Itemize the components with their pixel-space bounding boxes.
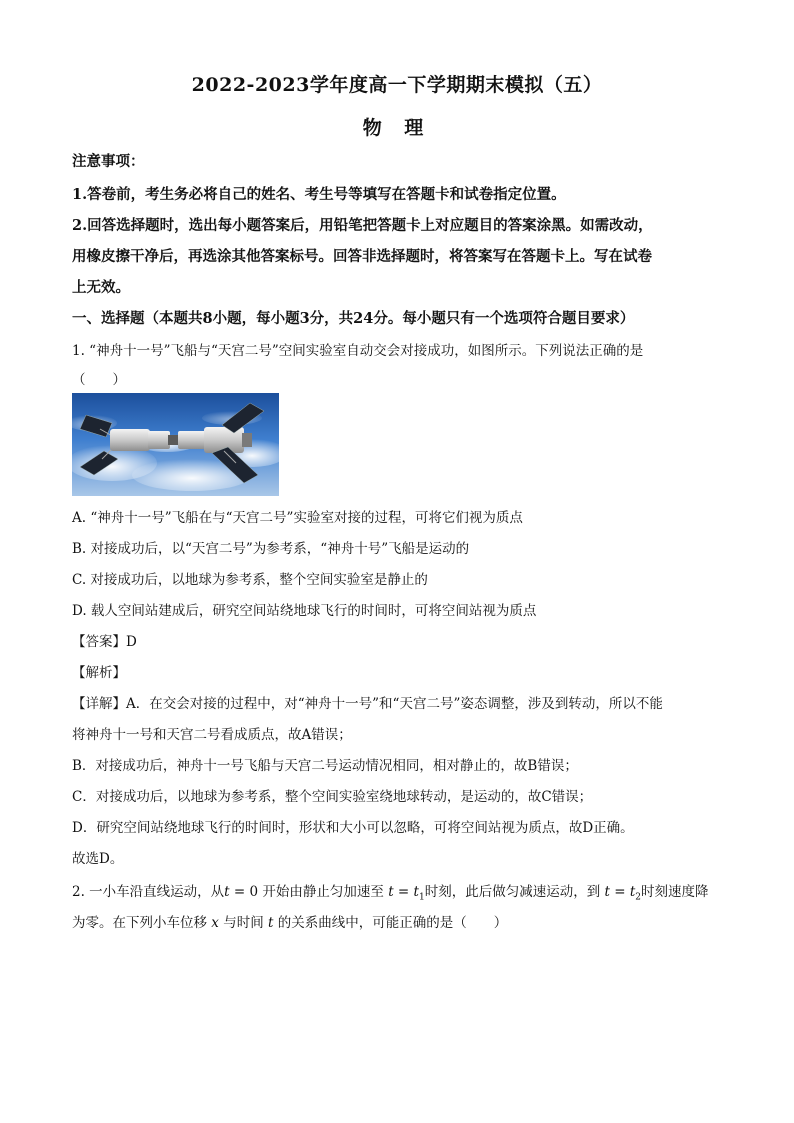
q1-option-d: D. 载人空间站建成后，研究空间站绕地球飞行的时间时，可将空间站视为质点 [72, 603, 537, 619]
q1-detail-line-1: 【详解】A．在交会对接的过程中，对“神舟十一号”和“天宫二号”姿态调整，涉及到转动，所以不能 [72, 696, 663, 712]
q1-answer: 【答案】D [72, 634, 137, 650]
q2-sub-2: 2 [635, 892, 642, 903]
q1-stem-line-2: （ ） [72, 372, 126, 388]
q2-stem-line-1 [72, 880, 722, 903]
q1-detail-c: C．对接成功后，以地球为参考系，整个空间实验室绕地球转动，是运动的，故C错误； [72, 789, 593, 805]
q2-text-part-1: 2. 一小车沿直线运动，从 [72, 884, 225, 900]
q2-text-part-2: 时刻，此后做匀减速运动，到 [424, 884, 605, 900]
notice-item-2-line-3: 上无效。 [72, 279, 130, 296]
q2-var-t-4: t [268, 915, 274, 931]
q2-line2-a: 为零。在下列小车位移 [72, 915, 212, 931]
q2-var-t: t [224, 884, 230, 900]
notice-item-2-line-1: 2.回答选择题时，选出每小题答案后，用铅笔把答题卡上对应题目的答案涂黑。如需改动， [72, 217, 653, 234]
q2-var-t2: t [629, 884, 636, 900]
q1-stem-line-1: 1. “神舟十一号”飞船与“天宫二号”空间实验室自动交会对接成功，如图所示。下列说法正确的是 [72, 343, 644, 359]
q1-detail-b: B．对接成功后，神舟十一号飞船与天宫二号运动情况相同，相对静止的，故B错误； [72, 758, 578, 774]
q2-var-t-3: t [604, 884, 610, 900]
q1-detail-d: D．研究空间站绕地球飞行的时间时，形状和大小可以忽略，可将空间站视为质点，故D正确。 [72, 820, 634, 836]
q2-text-part-3: 时刻速度降 [641, 884, 709, 900]
q2-text-eq1b: = [609, 884, 630, 900]
q2-stem-line-2 [72, 911, 722, 931]
q2-var-t1: t [413, 884, 419, 900]
q1-option-a: A. “神舟十一号”飞船在与“天宫二号”实验室对接的过程，可将它们视为质点 [72, 510, 523, 526]
exam-title: 2022-2023学年度高一下学期期末模拟（五） [191, 74, 603, 96]
space-station-photo [72, 393, 279, 496]
q2-var-x: x [211, 915, 219, 931]
q1-detail-line-2: 将神舟十一号和天宫二号看成质点，故A错误； [72, 727, 352, 743]
q2-line2-c: 的关系曲线中，可能正确的是（ ） [273, 915, 508, 931]
q1-analysis-label: 【解析】 [72, 665, 126, 681]
q2-sub-1: 1 [418, 892, 425, 903]
section-heading: 一、选择题（本题共8小题，每小题3分，共24分。每小题只有一个选项符合题目要求） [72, 310, 635, 327]
q2-line2-b: 与时间 [218, 915, 269, 931]
notice-heading: 注意事项： [72, 153, 145, 170]
q1-conclusion: 故选D。 [72, 851, 124, 867]
q1-option-c: C. 对接成功后，以地球为参考系，整个空间实验室是静止的 [72, 572, 428, 588]
q2-var-t-2: t [388, 884, 394, 900]
space-station-illustration [72, 393, 279, 496]
q2-text-eq1: = [393, 884, 414, 900]
q1-option-b: B. 对接成功后，以“天宫二号”为参考系，“神舟十号”飞船是运动的 [72, 541, 470, 557]
notice-item-1: 1.答卷前，考生务必将自己的姓名、考生号等填写在答题卡和试卷指定位置。 [72, 186, 566, 203]
notice-item-2-line-2: 用橡皮擦干净后，再选涂其他答案标号。回答非选择题时，将答案写在答题卡上。写在试卷 [72, 248, 652, 265]
subject-title: 物 理 [362, 117, 432, 139]
q2-text-eq0: = 0 开始由静止匀加速至 [229, 884, 389, 900]
